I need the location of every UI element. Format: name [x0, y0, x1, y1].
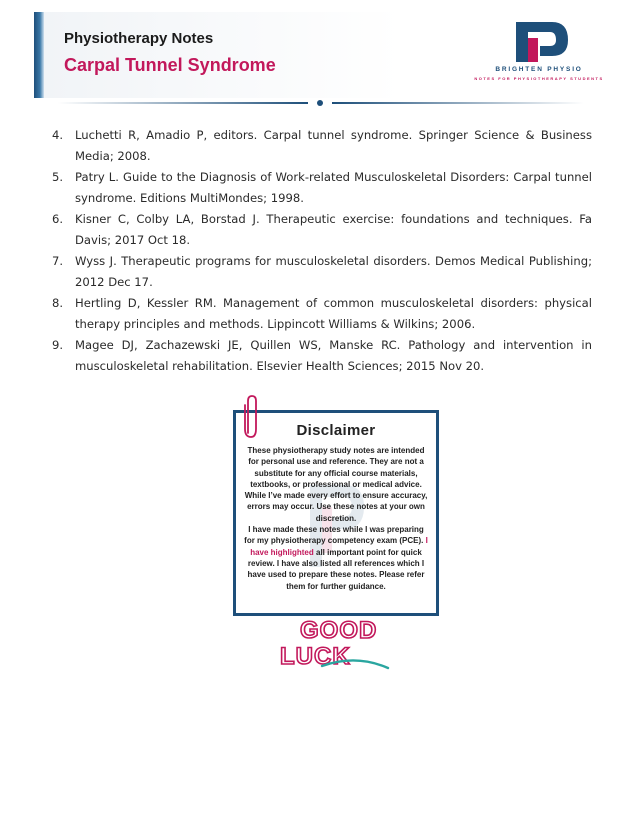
- disclaimer-text: These physiotherapy study notes are intended for personal use and reference. They are not a substitute for any official course materials, textbooks, or professional or medical advice. While I’ve made every effort to ensure accuracy, errors may occur. Use these notes at your own discretion. I have made these notes while I was preparing for my physiotherapy competency exam (PCE). I have highlighted all important point for quick review. I have also listed all references which I have used to prepare these notes. Please refer them for further guidance.: [244, 446, 428, 591]
- reference-item: 6. Kisner C, Colby LA, Borstad J. Therapeutic exercise: foundations and techniques. Fa Davis; 2017 Oct 18.: [52, 212, 592, 247]
- header-accent-bar: [34, 12, 44, 98]
- reference-item: 8. Hertling D, Kessler RM. Management of common musculoskeletal disorders: physical therapy principles and methods. Lippincott Williams & Wilkins; 2006.: [52, 296, 592, 331]
- highlight-text: I have highlighted: [250, 536, 428, 557]
- reference-item: 5. Patry L. Guide to the Diagnosis of Work-related Musculoskeletal Disorders: Carpal tunnel syndrome. Editions MultiMondes; 1998.: [52, 170, 592, 205]
- good-luck-graphic: [272, 614, 396, 676]
- reference-list: [52, 125, 592, 377]
- good-word: GOOD: [300, 617, 378, 644]
- disclaimer-box: [233, 410, 439, 616]
- logo-tagline: NOTES FOR PHYSIOTHERAPY STUDENTS: [474, 76, 604, 81]
- reference-item: 4. Luchetti R, Amadio P, editors. Carpal tunnel syndrome. Springer Science & Business Media; 2008.: [52, 128, 592, 163]
- luck-word: LUCK: [280, 643, 351, 670]
- disclaimer-title: Disclaimer: [296, 422, 376, 439]
- logo-brand-text: BRIGHTEN PHYSIO: [495, 66, 583, 73]
- reference-item: 7. Wyss J. Therapeutic programs for musculoskeletal disorders. Demos Medical Publishing; 2012 Dec 17.: [52, 254, 592, 289]
- paperclip-icon: [242, 393, 262, 443]
- page-subtitle: Carpal Tunnel Syndrome: [64, 55, 276, 75]
- page-title: Physiotherapy Notes: [64, 30, 214, 47]
- header-divider: [58, 100, 584, 106]
- reference-item: 9. Magee DJ, Zachazewski JE, Quillen WS, Manske RC. Pathology and intervention in musculoskeletal rehabilitation. Elsevier Health Sciences; 2015 Nov 20.: [52, 338, 592, 373]
